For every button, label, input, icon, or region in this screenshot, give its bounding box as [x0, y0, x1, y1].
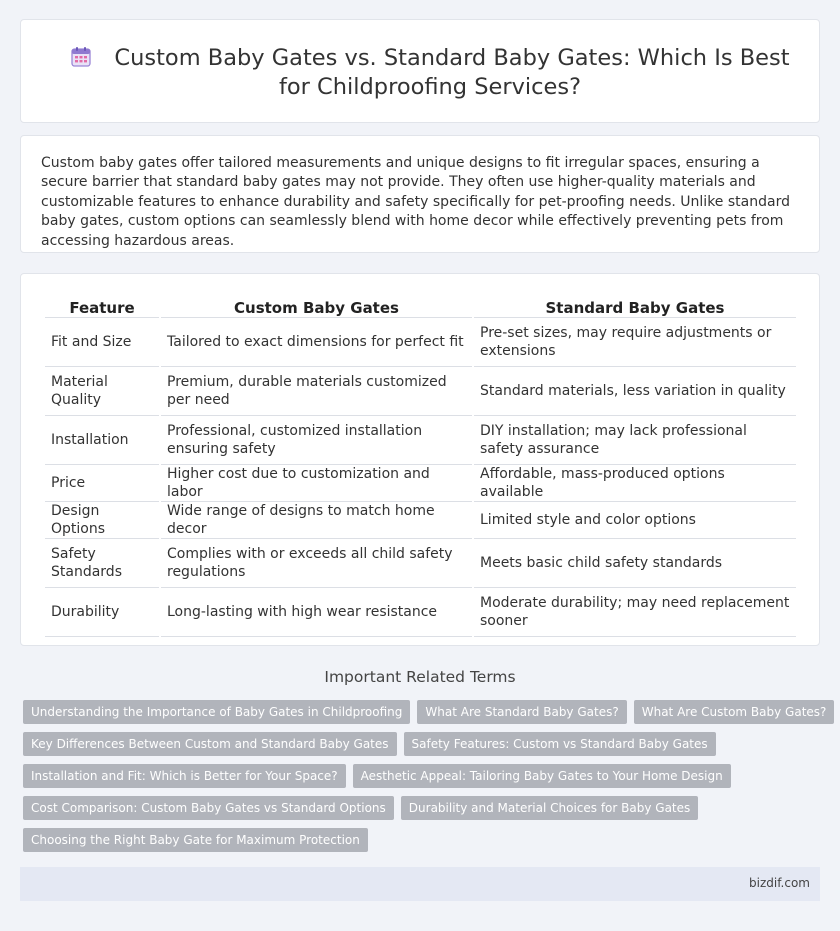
table-row [45, 502, 796, 539]
comparison-table [43, 296, 798, 637]
feature-cell: Fit and Size [45, 318, 159, 367]
related-term-tag[interactable]: Aesthetic Appeal: Tailoring Baby Gates to Your Home Design [353, 764, 731, 788]
footer [20, 867, 820, 901]
related-term-tag[interactable]: Understanding the Importance of Baby Gates in Childproofing [23, 700, 410, 724]
custom-cell: Tailored to exact dimensions for perfect fit [161, 318, 472, 367]
calendar-icon [70, 46, 92, 68]
related-term-tag[interactable]: Safety Features: Custom vs Standard Baby Gates [404, 732, 716, 756]
related-terms-list [23, 700, 827, 860]
related-term-tag[interactable]: Installation and Fit: Which is Better for Your Space? [23, 764, 346, 788]
table-row [45, 539, 796, 588]
custom-cell: Professional, customized installation ensuring safety [161, 416, 472, 465]
table-row [45, 465, 796, 502]
standard-cell: Pre-set sizes, may require adjustments or extensions [474, 318, 796, 367]
standard-cell: Limited style and color options [474, 502, 796, 539]
feature-cell: Material Quality [45, 367, 159, 416]
column-header-standard: Standard Baby Gates [474, 296, 796, 318]
feature-cell: Installation [45, 416, 159, 465]
feature-cell: Price [45, 465, 159, 502]
table-row [45, 588, 796, 637]
standard-cell: Affordable, mass-produced options available [474, 465, 796, 502]
standard-cell: Meets basic child safety standards [474, 539, 796, 588]
related-terms-title: Important Related Terms [324, 668, 516, 686]
custom-cell: Complies with or exceeds all child safety regulations [161, 539, 472, 588]
intro-paragraph: Custom baby gates offer tailored measurements and unique designs to fit irregular spaces, ensuring a secure barrier that standard baby gates may not provide. They often use higher-quality materials and customizable features to enhance durability and safety specifically for pet-proofing needs. Unlike standard baby gates, custom options can seamlessly blend with home decor while effectively preventing pets from accessing hazardous areas. [41, 155, 790, 249]
table-header-row [45, 296, 796, 318]
table-row [45, 416, 796, 465]
column-header-custom: Custom Baby Gates [161, 296, 472, 318]
table-row [45, 318, 796, 367]
related-term-tag[interactable]: Cost Comparison: Custom Baby Gates vs Standard Options [23, 796, 394, 820]
comparison-card [20, 273, 820, 646]
standard-cell: Standard materials, less variation in quality [474, 367, 796, 416]
header-card [20, 19, 820, 123]
custom-cell: Wide range of designs to match home decor [161, 502, 472, 539]
footer-site-link[interactable]: bizdif.com [749, 876, 810, 890]
feature-cell: Safety Standards [45, 539, 159, 588]
page-title-text: Custom Baby Gates vs. Standard Baby Gates: Which Is Best for Childproofing Services? [114, 45, 790, 100]
custom-cell: Higher cost due to customization and labor [161, 465, 472, 502]
custom-cell: Long-lasting with high wear resistance [161, 588, 472, 637]
related-term-tag[interactable]: Choosing the Right Baby Gate for Maximum Protection [23, 828, 368, 852]
related-term-tag[interactable]: Durability and Material Choices for Baby Gates [401, 796, 698, 820]
related-term-tag[interactable]: Key Differences Between Custom and Standard Baby Gates [23, 732, 397, 756]
intro-card [20, 135, 820, 253]
page-title [61, 44, 799, 102]
column-header-feature: Feature [45, 296, 159, 318]
related-term-tag[interactable]: What Are Standard Baby Gates? [417, 700, 626, 724]
table-row [45, 367, 796, 416]
standard-cell: Moderate durability; may need replacement sooner [474, 588, 796, 637]
feature-cell: Durability [45, 588, 159, 637]
feature-cell: Design Options [45, 502, 159, 539]
related-term-tag[interactable]: What Are Custom Baby Gates? [634, 700, 835, 724]
custom-cell: Premium, durable materials customized per need [161, 367, 472, 416]
standard-cell: DIY installation; may lack professional safety assurance [474, 416, 796, 465]
